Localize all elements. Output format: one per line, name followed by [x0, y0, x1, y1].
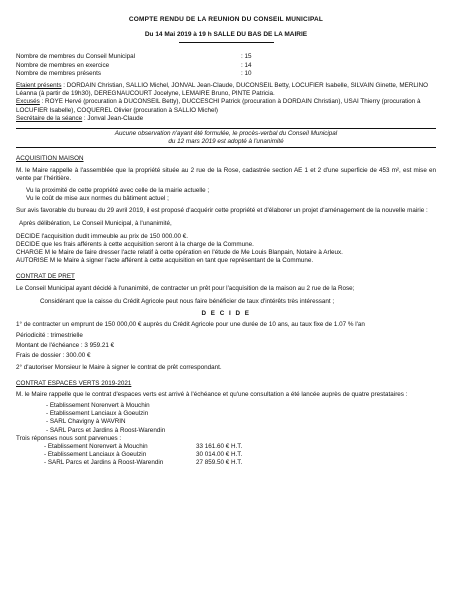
- title-divider: [179, 42, 274, 43]
- list-item: [16, 451, 436, 459]
- secretaire-text: : Jonval Jean-Claude: [82, 114, 144, 122]
- paragraph-text: M le Maire à signer l'acte afférent à cette acquisition en tant que représentant de la Commune.: [48, 257, 314, 265]
- offer-name: - SARL Parcs et Jardins à Roost-Warendin: [44, 459, 164, 467]
- list-item: - Etablissement Norenvert à Mouchin: [46, 401, 150, 409]
- presents-paragraph: [16, 82, 436, 98]
- document-page: [16, 10, 436, 468]
- offer-name: - Etablissement Lanciaux à Goeulzin: [44, 451, 147, 459]
- paragraph: Sur avis favorable du bureau du 29 avril 2019, il est proposé d'acquérir cette propriété et d'élaborer un projet d'aménagement de la nouvelle mairie :: [16, 207, 428, 215]
- document-title: COMPTE RENDU DE LA REUNION DU CONSEIL MUNICIPAL: [128, 16, 324, 23]
- observation-box: [16, 128, 436, 148]
- paragraph: Vu la proximité de cette propriété avec celle de la mairie actuelle ;: [26, 187, 210, 195]
- paragraph: [16, 249, 436, 257]
- paragraph: [16, 241, 436, 249]
- presents-label: Etaient présents: [16, 82, 62, 90]
- section-title-acquisition: ACQUISITION MAISON: [16, 155, 84, 163]
- paragraph-text: l'acquisition dudit immeuble au prix de 150 000.00 €.: [39, 232, 189, 240]
- list-item: [16, 459, 436, 467]
- paragraph: Périodicité : trimestrielle: [16, 331, 83, 339]
- list-item: - SARL Parcs et Jardins à Roost-Warendin: [46, 426, 166, 434]
- secretaire-label: Secrétaire de la séance: [16, 114, 83, 122]
- stat-label: Nombre de membres en exercice: [16, 61, 110, 69]
- offer-amount: 27 859.50 € H.T.: [196, 459, 243, 467]
- section-title-pret: CONTRAT DE PRET: [16, 272, 75, 280]
- excuses-paragraph: [16, 98, 436, 114]
- meeting-date: Du 14 Mai 2019 à 19 h SALLE DU BAS DE LA MAIRIE: [144, 31, 308, 39]
- provider-list: [16, 402, 436, 435]
- paragraph: [16, 233, 436, 241]
- observation-line: du 12 mars 2019 est adopté à l'unanimité: [168, 138, 284, 146]
- keyword: CHARGE: [16, 249, 43, 257]
- stat-row: [16, 53, 436, 61]
- secretaire-paragraph: [16, 115, 436, 123]
- list-item: [16, 443, 436, 451]
- offer-amount: 30 014.00 € H.T.: [196, 451, 243, 459]
- paragraph: Frais de dossier : 300.00 €: [16, 352, 91, 360]
- paragraph: 2° d'autoriser Monsieur le Maire à signer le contrat de prêt correspondant.: [16, 364, 222, 372]
- attendance: [16, 82, 436, 123]
- paragraph-text: que les frais afférents à cette acquisition seront à la charge de la Commune.: [39, 241, 254, 249]
- stat-row: [16, 62, 436, 70]
- paragraph: Trois réponses nous sont parvenues :: [16, 434, 122, 442]
- offer-amount: 33 161.60 € H.T.: [196, 442, 243, 450]
- paragraph: Le Conseil Municipal ayant décidé à l'unanimité, de contracter un prêt pour l'acquisition de la maison au 2 rue de la Rose;: [16, 284, 355, 292]
- excuses-label: Excusés: [16, 98, 40, 106]
- decide-heading: D E C I D E: [201, 310, 251, 318]
- paragraph: M. le Maire rappelle à l'assemblée que la propriété située au 2 rue de la Rose, cadastrée section AE 1 et 2 d'une superficie de 453 m², est mise en vente par l'héritière.: [16, 166, 436, 182]
- section-title-espaces: CONTRAT ESPACES VERTS 2019-2021: [16, 379, 132, 387]
- list-item: - Etablissement Lanciaux à Goeulzin: [46, 410, 149, 418]
- membership-stats: [16, 53, 436, 78]
- stat-value: : 10: [241, 69, 252, 77]
- paragraph: Considérant que la caisse du Crédit Agricole peut nous faire bénéficier de taux d'intérêts très intéressant ;: [40, 298, 335, 306]
- paragraph: Montant de l'échéance : 3 959.21 €: [16, 341, 115, 349]
- keyword: AUTORISE: [16, 257, 49, 265]
- observation-line: Aucune observation n'ayant été formulée, le procès-verbal du Conseil Municipal: [114, 130, 338, 138]
- stat-row: [16, 70, 436, 78]
- paragraph: M. le Maire rappelle que le contrat d'espaces verts est arrivé à l'échéance et qu'une consultation a été lancée auprès de quatre prestataires :: [16, 390, 408, 398]
- list-item: - SARL Chavigny à WAVRIN: [46, 418, 126, 426]
- paragraph-text: M le Maire de faire dresser l'acte relatif à cette opération en l'étude de Me Louis Blanpain, Notaire à Arleux.: [42, 249, 343, 257]
- paragraph: Vu le coût de mise aux normes du bâtiment actuel ;: [26, 195, 169, 203]
- excuses-text: : ROYE Hervé (procuration à DUCONSEIL Betty), DUCCESCHI Patrick (procuration à DORDAIN Christian), USAI Thierry (procuration à LOCUFIER Isabelle), COQUEREL Olivier (procuration à SALLIO Michel): [16, 98, 421, 114]
- offer-list: [16, 443, 436, 468]
- keyword: DECIDE: [16, 232, 40, 240]
- stat-value: : 15: [241, 53, 252, 61]
- offer-name: - Etablissement Norenvert à Mouchin: [44, 442, 148, 450]
- stat-label: Nombre de membres présents: [16, 69, 102, 77]
- paragraph: Après délibération, Le Conseil Municipal, à l'unanimité,: [19, 219, 172, 227]
- stat-label: Nombre de membres du Conseil Municipal: [16, 53, 135, 61]
- paragraph: 1° de contracter un emprunt de 150 000,00 € auprès du Crédit Agricole pour une durée de 10 ans, au taux fixe de 1.07 % l'an: [16, 321, 365, 329]
- presents-text: : DORDAIN Christian, SALLIO Michel, JONVAL Jean-Claude, DUCONSEIL Betty, LOCUFIER Isabelle, SILVAIN Ginette, MERLINO Léanna (à partir de 19h30), DEREGNAUCOURT Jocelyne, LEMAIRE Bruno, PINTE Patricia.: [16, 82, 429, 98]
- paragraph: [16, 257, 436, 265]
- keyword: DECIDE: [16, 241, 40, 249]
- stat-value: : 14: [241, 61, 252, 69]
